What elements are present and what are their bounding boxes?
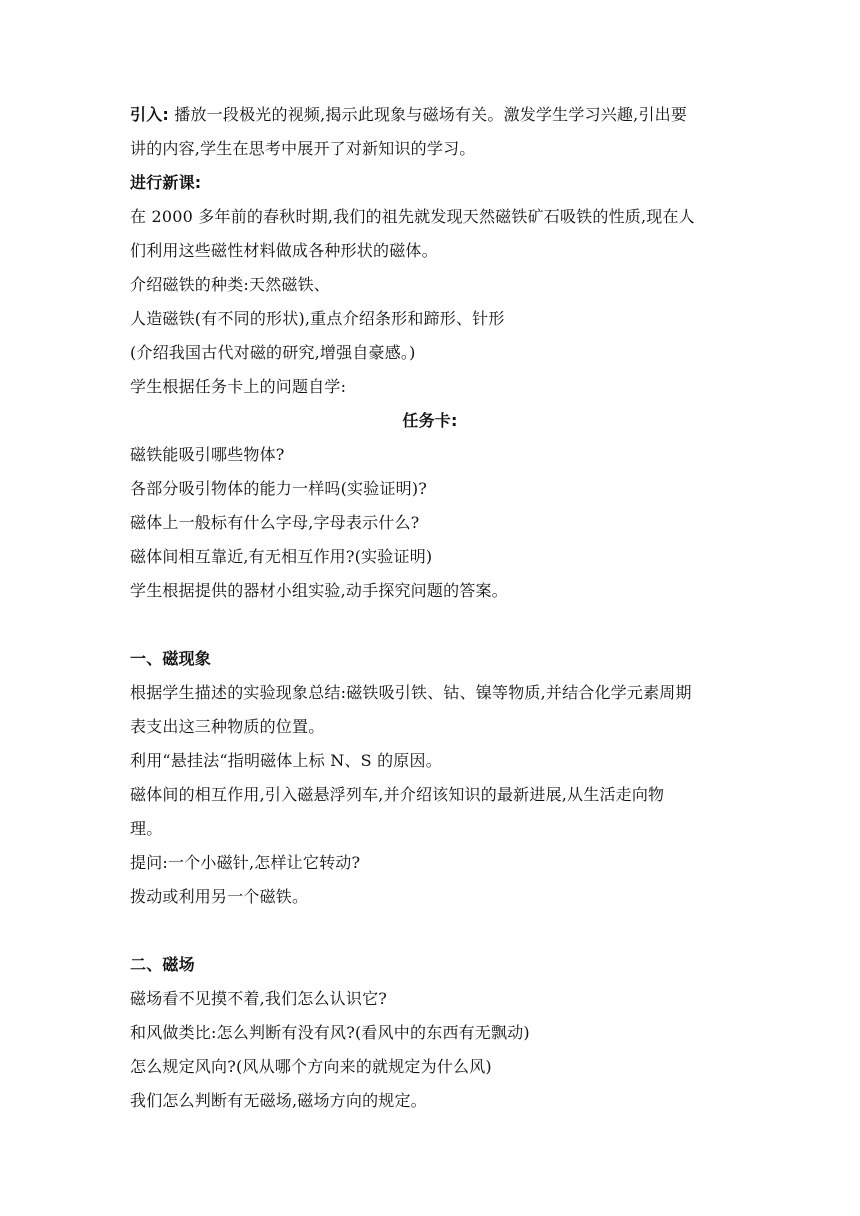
section-1-line: 利用“悬挂法“指明磁体上标 N、S 的原因。 — [130, 751, 442, 770]
intro-text-1: 播放一段极光的视频,揭示此现象与磁场有关。激发学生学习兴趣,引出要 — [169, 105, 688, 124]
new-lesson-heading: 进行新课: — [130, 173, 202, 192]
section-1-heading: 一、磁现象 — [130, 649, 212, 668]
new-lesson-line: 学生根据任务卡上的问题自学: — [130, 377, 347, 396]
task-card-item: 磁体间相互靠近,有无相互作用?(实验证明) — [130, 547, 433, 566]
blank-line — [130, 608, 740, 642]
section-1-line: 磁体间的相互作用,引入磁悬浮列车,并介绍该知识的最新进展,从生活走向物 — [130, 785, 665, 804]
section-2-line: 和风做类比:怎么判断有没有风?(看风中的东西有无飘动) — [130, 1023, 530, 1042]
section-1-line: 表支出这三种物质的位置。 — [130, 717, 325, 736]
intro-line-2: 讲的内容,学生在思考中展开了对新知识的学习。 — [130, 139, 476, 158]
task-card-item: 各部分吸引物体的能力一样吗(实验证明)? — [130, 479, 428, 498]
section-1-line: 拨动或利用另一个磁铁。 — [130, 887, 309, 906]
new-lesson-line: 们利用这些磁性材料做成各种形状的磁体。 — [130, 241, 438, 260]
intro-line-1 — [130, 98, 740, 132]
new-lesson-line: (介绍我国古代对磁的研究,增强自豪感。) — [130, 343, 416, 362]
blank-line — [130, 914, 740, 948]
document-body — [130, 98, 740, 1118]
section-2-line: 磁场看不见摸不着,我们怎么认识它? — [130, 989, 388, 1008]
task-card-item: 磁体上一般标有什么字母,字母表示什么? — [130, 513, 420, 532]
task-card-item: 磁铁能吸引哪些物体? — [130, 445, 285, 464]
section-2-heading: 二、磁场 — [130, 955, 195, 974]
section-1-line: 理。 — [130, 819, 163, 838]
task-card-item: 学生根据提供的器材小组实验,动手探究问题的答案。 — [130, 581, 508, 600]
new-lesson-line: 人造磁铁(有不同的形状),重点介绍条形和蹄形、针形 — [130, 309, 505, 328]
section-1-line: 提问:一个小磁针,怎样让它转动? — [130, 853, 361, 872]
new-lesson-line: 在 2000 多年前的春秋时期,我们的祖先就发现天然磁铁矿石吸铁的性质,现在人 — [130, 207, 695, 226]
intro-label: 引入: — [130, 105, 169, 124]
section-2-line: 我们怎么判断有无磁场,磁场方向的规定。 — [130, 1091, 427, 1110]
section-1-line: 根据学生描述的实验现象总结:磁铁吸引铁、钴、镍等物质,并结合化学元素周期 — [130, 683, 692, 702]
section-2-line: 怎么规定风向?(风从哪个方向来的就规定为什么风) — [130, 1057, 492, 1076]
task-card-title: 任务卡: — [402, 411, 458, 430]
new-lesson-line: 介绍磁铁的种类:天然磁铁、 — [130, 275, 330, 294]
